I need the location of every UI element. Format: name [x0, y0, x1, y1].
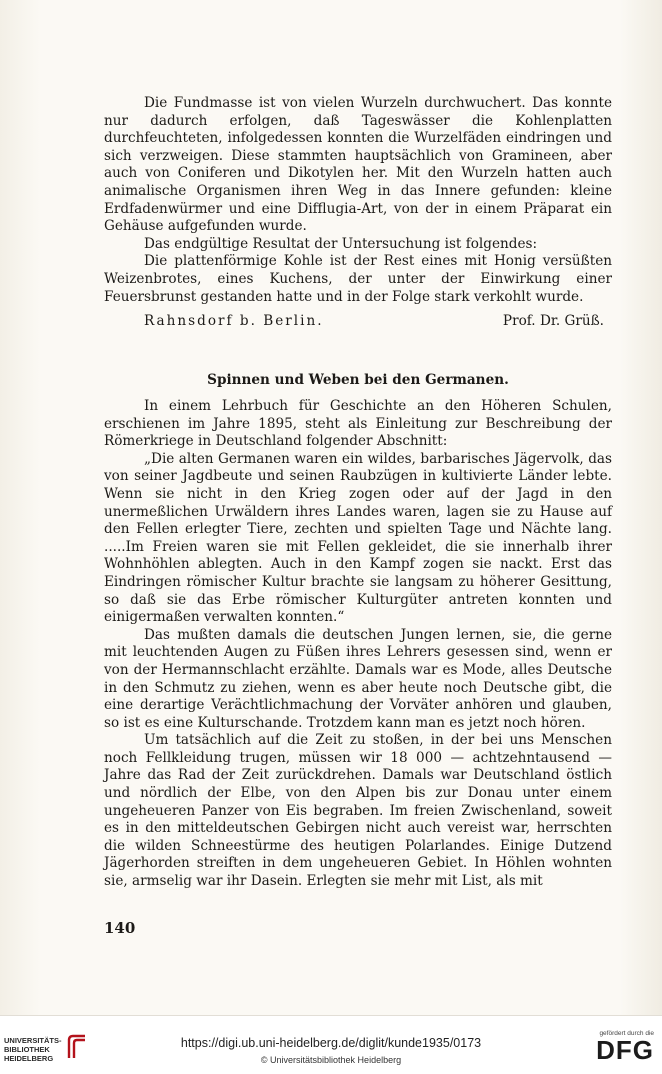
lower-text-block [104, 398, 612, 891]
section-heading: Spinnen und Weben bei den Germanen. [207, 372, 509, 388]
signature-author: Prof. Dr. Grüß. [502, 313, 604, 329]
paragraph-ice-age: Um tatsächlich auf die Zeit zu stoßen, in der bei uns Menschen noch Fellkleidung trugen, müssen wir 18 000 — achtzehntausend — Jahre das Rad der Zeit zurückdrehen. Damals war Deutschland östlich und nördlich der Elbe, von den Alpen bis zur Donau unter einem ungeheueren Panzer von Eis begraben. Im freien Zwischenland, soweit es in den mitteldeutschen Gebirgen nicht auch vereist war, herrschten die wilden Schneestürme des heutigen Polarlandes. Einige Dutzend Jägerhorden streiften in dem ungeheueren Gebiet. In Höhlen wohnten sie, armselig war ihr Dasein. Erlegten sie mehr mit List, als mit [104, 732, 612, 890]
paragraph-textbook-intro: In einem Lehrbuch für Geschichte an den Höheren Schulen, erschienen im Jahre 1895, steht als Einleitung zur Beschreibung der Römerkriege in Deutschland folgender Abschnitt: [104, 398, 612, 450]
footer-bar [0, 1015, 662, 1074]
paragraph-result-intro: Das endgültige Resultat der Untersuchung ist folgendes: [144, 235, 538, 252]
upper-text-block [104, 95, 612, 306]
paragraph-result: Die plattenförmige Kohle ist der Rest eines mit Honig versüßten Weizenbrotes, eines Kuchens, der unter der Einwirkung einer Feuersbrunst gestanden hatte und in der Folge stark verkohlt wurde. [104, 253, 612, 305]
funder-caption: gefördert durch die [599, 1030, 654, 1037]
paragraph-textbook-quote: „Die alten Germanen waren ein wildes, barbarisches Jägervolk, das von seiner Jagdbeute und seinen Raubzügen in kultivierte Länder lebte. Wenn sie nicht in den Krieg zogen oder auf der Jagd in den unermeßlichen Urwäldern ihres Landes waren, lagen sie zu Hause auf den Fellen erlegter Tiere, zechten und spielten Tage und Nächte lang. .....Im Freien waren sie mit Fellen gekleidet, die sie innerhalb ihrer Wohnhöhlen ablegten. Auch in den Kampf zogen sie nackt. Erst das Eindringen römischer Kultur brachte sie langsam zu höherer Gesittung, so daß sie das Erbe römischer Kulturgüter antreten konnten und einigermaßen verwalten konnten.“ [104, 450, 612, 626]
dfg-funder[interactable] [596, 1030, 654, 1063]
page-number: 140 [104, 919, 136, 937]
permalink-url[interactable]: https://digi.ub.uni-heidelberg.de/diglit/kunde1935/0173 [180, 1036, 482, 1050]
institution-line-3: HEIDELBERG [4, 1053, 54, 1063]
institution-line-1: UNIVERSITÄTS- [4, 1035, 62, 1045]
paragraph-root-findings: Die Fundmasse ist von vielen Wurzeln durchwuchert. Das konnte nur dadurch erfolgen, daß Tageswässer die Kohlenplatten durchfeuchteten, infolgedessen konnten die Wurzelfäden eindringen und sich verzweigen. Diese stammten hauptsächlich von Gramineen, aber auch von Coniferen und Dikotylen her. Mit den Wurzeln hatten auch animalische Organismen ihren Weg in das Innere gefunden: kleine Erdfadenwürmer und eine Difflugia-Art, von der in einem Präparat ein Gehäuse aufgefunden wurde. [104, 95, 612, 235]
dfg-logo: DFG [596, 1035, 654, 1065]
institution-line-2: BIBLIOTHEK [4, 1044, 50, 1054]
signature-place: Rahnsdorf b. Berlin. [144, 313, 324, 329]
copyright-notice: © Universitätsbibliothek Heidelberg [260, 1055, 402, 1065]
paragraph-schoolboys: Das mußten damals die deutschen Jungen lernen, sie, die gerne mit leuchtenden Augen zu Füßen ihres Lehrers gesessen sind, wenn er von der Hermannschlacht erzählte. Damals war es Mode, alles Deutsche in den Schmutz zu ziehen, wenn es aber heute noch Deutsche gibt, die eine derartige Verächtlichmachung der Vorväter anhören und glauben, so ist es eine Kulturschande. Trotzdem kann man es jetzt noch hören. [104, 626, 612, 731]
signature-line [144, 313, 604, 329]
